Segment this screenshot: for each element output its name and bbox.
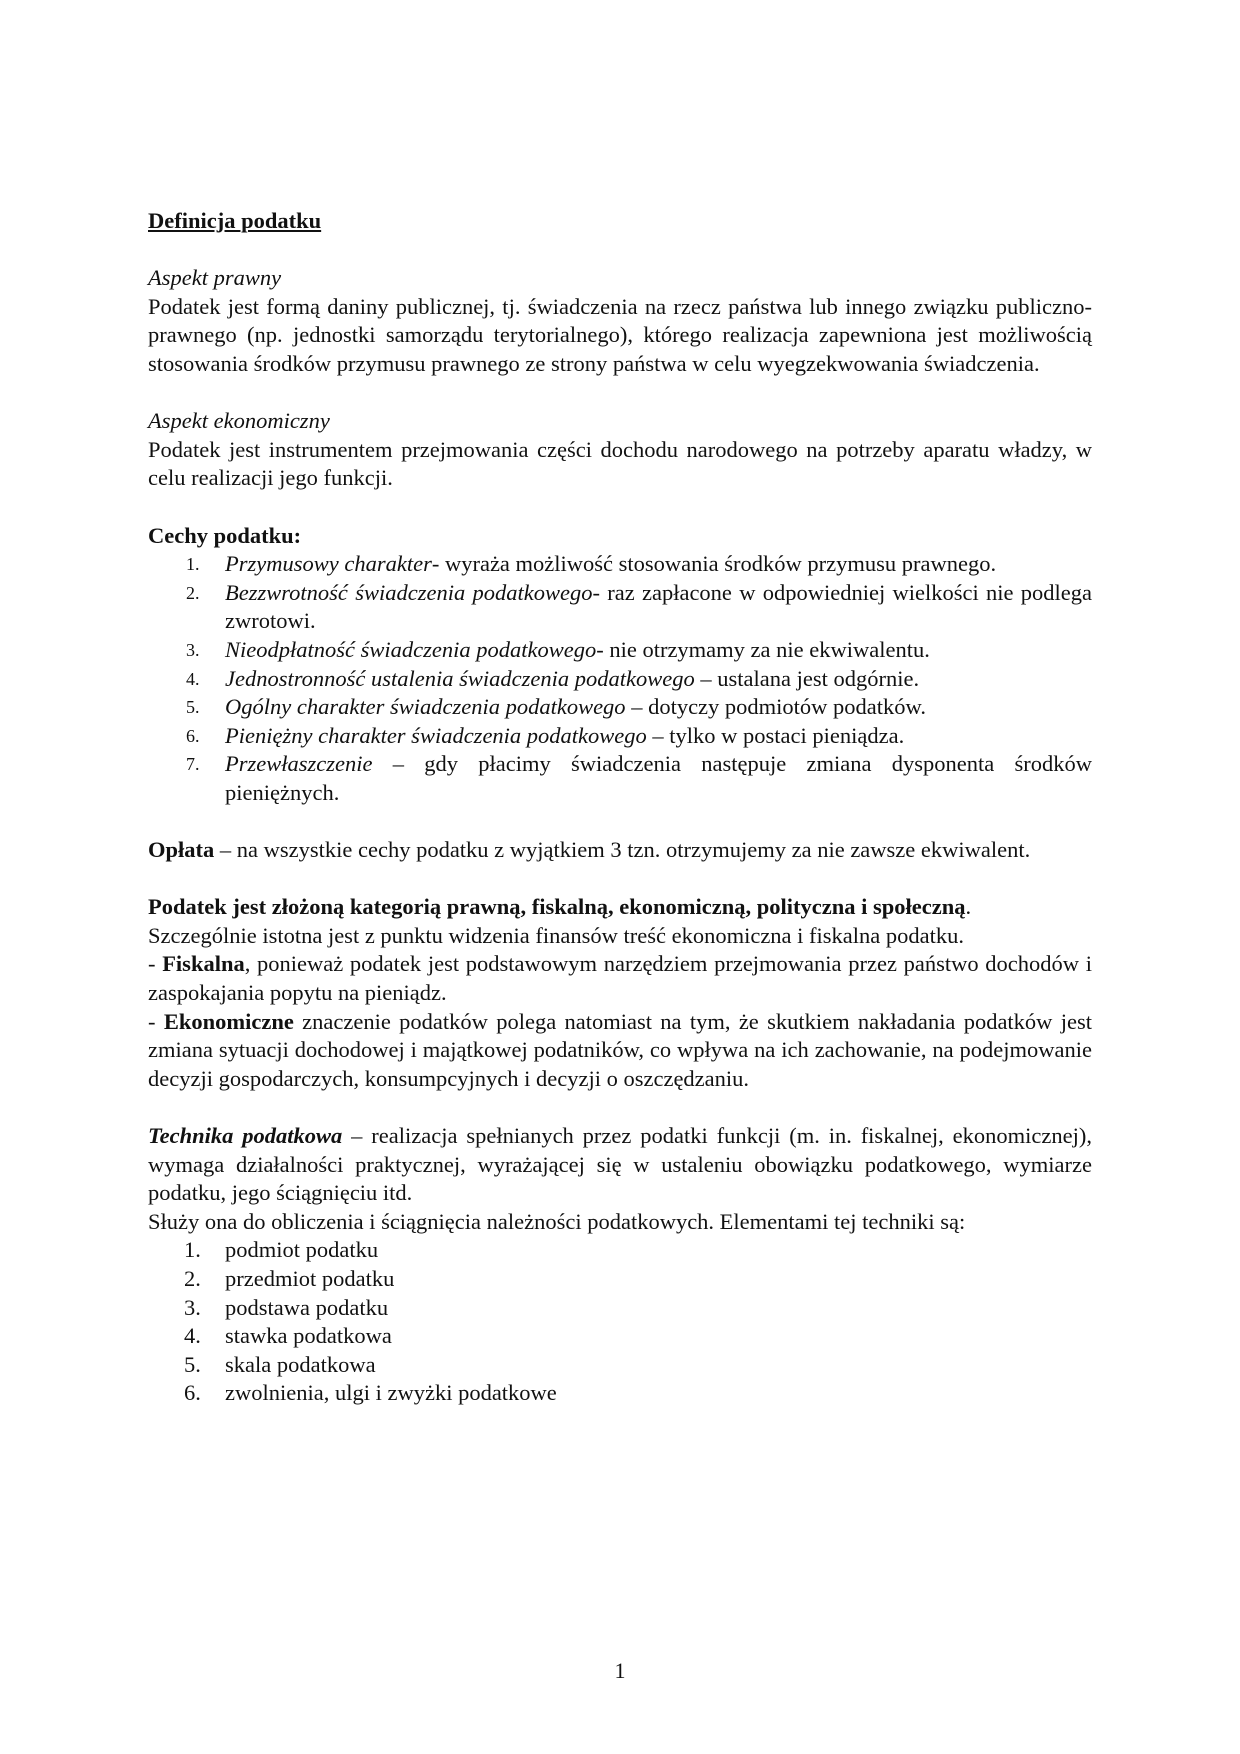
economic-paragraph: - Ekonomiczne znaczenie podatków polega natomiast na tym, że skutkiem nakładania podatków jest zmiana sytuacji dochodowej i majątkowej podatników, co wpływa na ich zachowanie, na podejmowanie decyzji gospodarczych, konsumpcyjnych i decyzji o oszczędzaniu. bbox=[148, 1008, 1092, 1091]
technique-paragraph: Technika podatkowa – realizacja spełnianych przez podatki funkcji (m. in. fiskalnej, ekonomicznej), wymaga działalności praktycznej, wyrażającej się w ustaleniu obowiązku podatkowego, wymiarze podatku, jego ściągnięciu itd. bbox=[148, 1123, 1092, 1206]
list-item: 4. stawka podatkowa bbox=[184, 1323, 392, 1349]
technique-intro: Służy ona do obliczenia i ściągnięcia należności podatkowych. Elementami tej techniki są: bbox=[148, 1208, 966, 1234]
list-item: 5. skala podatkowa bbox=[184, 1351, 376, 1377]
list-item: 3. podstawa podatku bbox=[184, 1294, 389, 1320]
list-item: 1. podmiot podatku bbox=[184, 1237, 379, 1263]
spacer bbox=[148, 493, 1092, 522]
document-page bbox=[148, 207, 1092, 1408]
spacer bbox=[148, 236, 1092, 265]
technique-elements-list bbox=[148, 1236, 1092, 1408]
list-item: 3. Nieodpłatność świadczenia podatkowego- nie otrzymamy za nie ekwiwalentu. bbox=[186, 636, 930, 662]
complex-category-heading: Podatek jest złożoną kategorią prawną, fiskalną, ekonomiczną, polityczna i społeczną. bbox=[148, 894, 972, 920]
legal-aspect-heading: Aspekt prawny bbox=[148, 265, 282, 291]
list-item: 6. zwolnienia, ulgi i zwyżki podatkowe bbox=[184, 1380, 557, 1406]
page-number: 1 bbox=[614, 1658, 626, 1683]
economic-aspect-text: Podatek jest instrumentem przejmowania części dochodu narodowego na potrzeby aparatu władzy, w celu realizacji jego funkcji. bbox=[148, 436, 1092, 491]
spacer bbox=[148, 1093, 1092, 1122]
features-list bbox=[148, 550, 1092, 807]
list-item: 4. Jednostronność ustalenia świadczenia podatkowego – ustalana jest odgórnie. bbox=[186, 665, 920, 691]
fiscal-paragraph: - Fiskalna, ponieważ podatek jest podstawowym narzędziem przejmowania przez państwo dochodów i zaspokajania popytu na pieniądz. bbox=[148, 951, 1092, 1006]
spacer bbox=[148, 379, 1092, 408]
fee-paragraph: Opłata – na wszystkie cechy podatku z wyjątkiem 3 tzn. otrzymujemy za nie zawsze ekwiwalent. bbox=[148, 837, 1031, 863]
list-item: 2. Bezzwrotność świadczenia podatkowego- raz zapłacone w odpowiedniej wielkości nie podlega zwrotowi. bbox=[186, 579, 1092, 634]
legal-aspect-text: Podatek jest formą daniny publicznej, tj. świadczenia na rzecz państwa lub innego związku publiczno-prawnego (np. jednostki samorządu terytorialnego), którego realizacja zapewniona jest możliwością stosowania środków przymusu prawnego ze strony państwa w celu wyegzekwowania świadczenia. bbox=[148, 293, 1092, 376]
complex-category-text: Szczególnie istotna jest z punktu widzenia finansów treść ekonomiczna i fiskalna podatku. bbox=[148, 922, 965, 948]
list-item: 5. Ogólny charakter świadczenia podatkowego – dotyczy podmiotów podatków. bbox=[186, 694, 926, 720]
features-heading: Cechy podatku: bbox=[148, 522, 302, 548]
list-item: 6. Pieniężny charakter świadczenia podatkowego – tylko w postaci pieniądza. bbox=[186, 722, 905, 748]
spacer bbox=[148, 807, 1092, 836]
list-item: 2. przedmiot podatku bbox=[184, 1265, 395, 1291]
list-item: 1. Przymusowy charakter- wyraża możliwość stosowania środków przymusu prawnego. bbox=[186, 551, 997, 577]
list-item: 7. Przewłaszczenie – gdy płacimy świadczenia następuje zmiana dysponenta środków pieniężnych. bbox=[186, 751, 1092, 805]
document-title: Definicja podatku bbox=[148, 208, 322, 233]
economic-aspect-heading: Aspekt ekonomiczny bbox=[148, 408, 330, 434]
spacer bbox=[148, 865, 1092, 894]
